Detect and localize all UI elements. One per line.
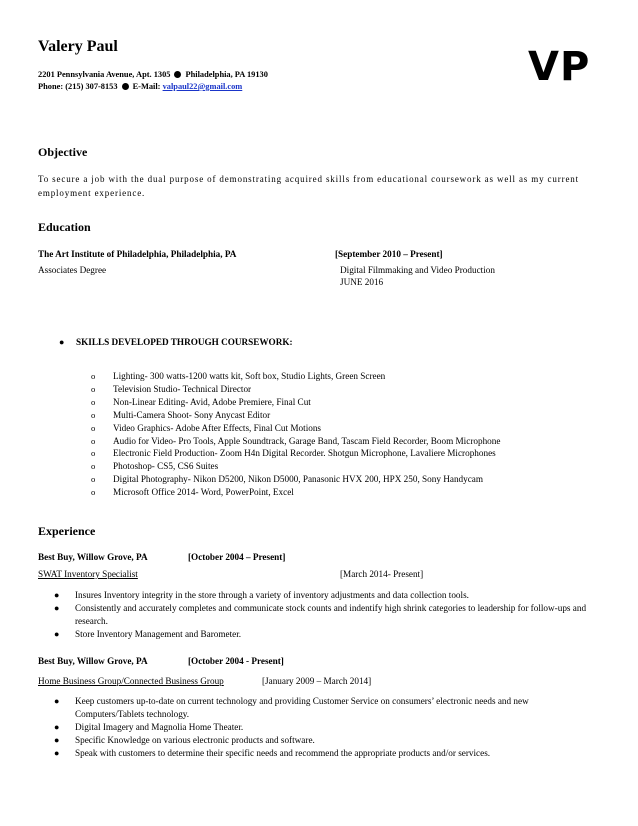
job-employer: Best Buy, Willow Grove, PA: [38, 552, 148, 562]
skill-item: [91, 422, 500, 435]
job-dates: [October 2004 – Present]: [188, 552, 286, 562]
circle-bullet-icon: o: [91, 409, 96, 420]
job-title-dates: [March 2014- Present]: [340, 569, 424, 579]
address-line: [38, 70, 268, 79]
skill-text: Television Studio- Technical Director: [113, 383, 252, 394]
objective-heading: Objective: [38, 145, 88, 159]
skill-item: [91, 460, 500, 473]
job-bullet: [54, 589, 595, 602]
job-dates: [October 2004 - Present]: [188, 656, 284, 666]
job-bullet-text: Specific Knowledge on various electronic products and software.: [75, 734, 315, 745]
bullet-dot-icon: ●: [54, 602, 60, 613]
candidate-name: Valery Paul: [38, 38, 118, 55]
job-bullet-text: Store Inventory Management and Barometer.: [75, 628, 242, 639]
school-name: The Art Institute of Philadelphia, Philadelphia, PA: [38, 249, 237, 259]
objective-text: To secure a job with the dual purpose of demonstrating acquired skills from educational coursework as well as my current employment experience.: [38, 174, 579, 198]
email-label: E-Mail:: [132, 82, 161, 91]
program: Digital Filmmaking and Video Production: [340, 265, 495, 275]
job-employer: Best Buy, Willow Grove, PA: [38, 656, 148, 666]
skill-item: [91, 447, 500, 460]
education-heading: Education: [38, 220, 91, 234]
job-bullet-text: Digital Imagery and Magnolia Home Theater.: [75, 721, 244, 732]
job-bullet-list: [54, 695, 595, 760]
job-bullet: [54, 747, 595, 760]
skill-item: [91, 473, 500, 486]
job-bullet-text: Keep customers up-to-date on current technology and providing Customer Service on consumers’ electronic needs and new Computers/Tablets technology.: [75, 696, 529, 719]
job-title: Home Business Group/Connected Business Group: [38, 676, 224, 686]
job-title-dates: [January 2009 – March 2014]: [262, 676, 372, 686]
skill-item: [91, 435, 501, 448]
education-dates: [September 2010 – Present]: [335, 249, 443, 259]
skill-text: Non-Linear Editing- Avid, Adobe Premiere, Final Cut: [113, 396, 311, 407]
skills-list: [91, 370, 501, 499]
skill-text: Audio for Video- Pro Tools, Apple Soundtrack, Garage Band, Tascam Field Recorder, Boom Microphone: [113, 435, 501, 446]
job-bullet: [54, 721, 595, 734]
skill-text: Multi-Camera Shoot- Sony Anycast Editor: [113, 409, 271, 420]
skill-item: [91, 396, 500, 409]
bullet-dot-icon: ●: [54, 696, 60, 706]
circle-bullet-icon: o: [91, 383, 96, 394]
circle-bullet-icon: o: [91, 396, 96, 407]
bullet-dot-icon: ●: [54, 747, 60, 758]
bullet-dot-icon: ●: [54, 628, 60, 639]
circle-bullet-icon: o: [91, 474, 96, 485]
job-bullet-text: Insures Inventory integrity in the store through a variety of inventory adjustments and data collection tools.: [75, 590, 469, 600]
bullet-dot-icon: ●: [54, 734, 60, 745]
circle-bullet-icon: o: [91, 448, 96, 459]
skill-text: Microsoft Office 2014- Word, PowerPoint, Excel: [113, 487, 294, 498]
email-link[interactable]: valpaul22@gmail.com: [162, 82, 243, 91]
skills-bullet-icon: ●: [59, 337, 65, 347]
monogram: VP: [528, 44, 591, 90]
skills-heading: SKILLS DEVELOPED THROUGH COURSEWORK:: [76, 337, 293, 347]
job-bullet: [54, 734, 595, 747]
skill-text: Lighting- 300 watts-1200 watts kit, Soft box, Studio Lights, Green Screen: [113, 371, 386, 381]
bullet-dot-icon: ●: [54, 590, 60, 600]
circle-bullet-icon: o: [91, 487, 96, 498]
skill-text: Photoshop- CS5, CS6 Suites: [113, 461, 219, 472]
street-address: 2201 Pennsylvania Avenue, Apt. 1305: [38, 70, 171, 79]
experience-heading: Experience: [38, 524, 96, 538]
skill-text: Digital Photography- Nikon D5200, Nikon D5000, Panasonic HVX 200, HPX 250, Sony Handycam: [113, 474, 484, 485]
job-bullet-text: Speak with customers to determine their specific needs and recommend the appropriate products and/or services.: [75, 747, 491, 758]
job-bullet: [54, 695, 595, 721]
skill-text: Video Graphics- Adobe After Effects, Final Cut Motions: [113, 422, 322, 433]
graduation-date: JUNE 2016: [340, 277, 384, 287]
job-bullet: [54, 628, 595, 641]
bullet-dot-icon: ●: [54, 721, 60, 732]
circle-bullet-icon: o: [91, 461, 96, 472]
skill-item: [91, 383, 500, 396]
phone-number: Phone: (215) 307-8153: [38, 82, 118, 91]
circle-bullet-icon: o: [91, 435, 96, 446]
bullet-dot-icon: [122, 83, 129, 90]
job-bullet-list: [54, 589, 595, 641]
job-title: SWAT Inventory Specialist: [38, 569, 138, 579]
city-state-zip: Philadelphia, PA 19130: [185, 70, 268, 79]
skill-item: [91, 370, 500, 383]
degree: Associates Degree: [38, 265, 107, 275]
circle-bullet-icon: o: [91, 371, 96, 381]
skill-item: [91, 486, 500, 499]
bullet-dot-icon: [174, 71, 181, 78]
contact-line: [38, 82, 242, 91]
job-bullet-text: Consistently and accurately completes and communicate stock counts and indentify high shrink categories to leadership for follow-ups and research.: [75, 602, 587, 626]
skill-item: [91, 409, 500, 422]
skill-text: Electronic Field Production- Zoom H4n Digital Recorder. Shotgun Microphone, Lavaliere Microphones: [113, 448, 496, 459]
circle-bullet-icon: o: [91, 422, 96, 433]
job-bullet: [54, 602, 595, 628]
